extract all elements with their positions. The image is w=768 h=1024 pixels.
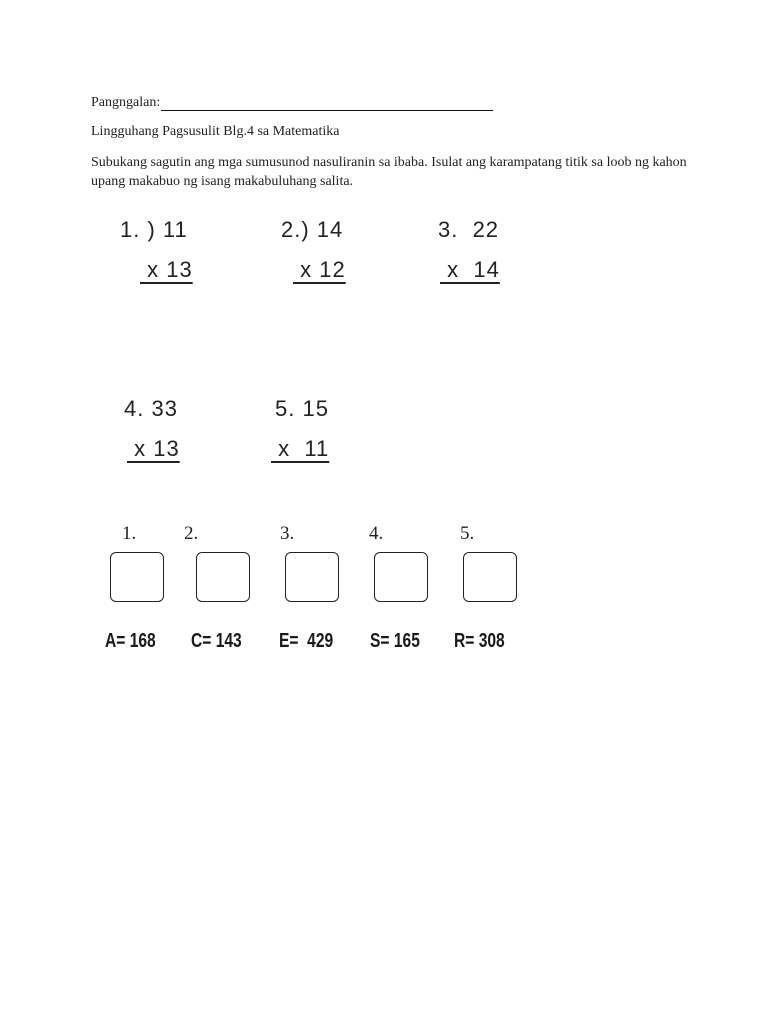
answer-box-5[interactable] xyxy=(463,552,517,602)
problem-2 xyxy=(281,217,346,283)
problem-2-multiplier: x 12 xyxy=(293,257,346,282)
problem-2-multiplicand: 2.) 14 xyxy=(281,217,344,242)
problem-5-multiplicand: 5. 15 xyxy=(275,396,329,421)
problem-1-multiplier: x 13 xyxy=(140,257,193,282)
box-label-2: 2. xyxy=(184,523,199,544)
answer-key-r: R= 308 xyxy=(454,630,505,652)
answer-box-2[interactable] xyxy=(196,552,250,602)
problem-5-multiplier: x 11 xyxy=(271,436,330,461)
name-blank-line[interactable] xyxy=(161,96,493,111)
box-label-5: 5. xyxy=(460,523,475,544)
name-label: Pangngalan: xyxy=(91,95,161,110)
problem-1-multiplicand: 1. ) 11 xyxy=(120,217,188,242)
problem-4 xyxy=(124,396,180,462)
answer-key-s: S= 165 xyxy=(370,630,420,652)
box-label-4: 4. xyxy=(369,523,384,544)
name-field xyxy=(91,95,493,111)
instructions-text: Subukang sagutin ang mga sumusunod nasuliranin sa ibaba. Isulat ang karampatang titik sa loob ng kahon upang makabuo ng isang makabuluhang salita. xyxy=(91,155,687,189)
problem-3 xyxy=(438,217,500,283)
answer-box-1[interactable] xyxy=(110,552,164,602)
box-label-3: 3. xyxy=(280,523,295,544)
problem-5 xyxy=(271,396,330,462)
problem-3-multiplier: x 14 xyxy=(440,257,500,282)
answer-box-4[interactable] xyxy=(374,552,428,602)
worksheet-title: Lingguhang Pagsusulit Blg.4 sa Matematika xyxy=(91,124,340,139)
problem-1 xyxy=(120,217,193,283)
problem-4-multiplicand: 4. 33 xyxy=(124,396,178,421)
answer-box-3[interactable] xyxy=(285,552,339,602)
answer-key-e: E= 429 xyxy=(279,630,334,652)
box-label-1: 1. xyxy=(122,523,137,544)
answer-key-c: C= 143 xyxy=(191,630,242,652)
answer-key-a: A= 168 xyxy=(105,630,156,652)
problem-4-multiplier: x 13 xyxy=(127,436,180,461)
problem-3-multiplicand: 3. 22 xyxy=(438,217,500,242)
